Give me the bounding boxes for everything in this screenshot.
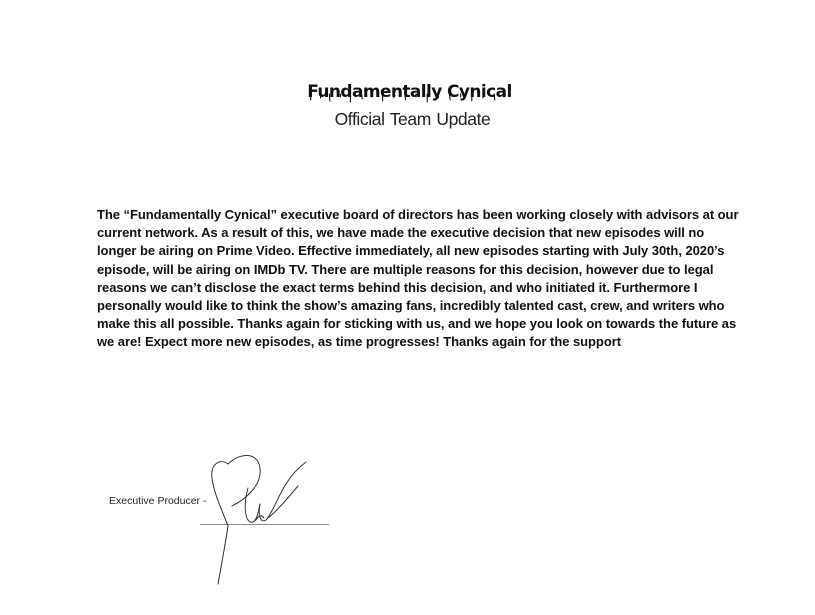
document-subtitle: Official Team Update <box>334 109 491 129</box>
logo-drip-decoration <box>307 94 511 104</box>
document-header <box>0 80 815 130</box>
brand-logo <box>307 80 511 104</box>
signature-block <box>0 440 815 590</box>
handwritten-signature <box>198 444 313 589</box>
announcement-paragraph: The “Fundamentally Cynical” executive board of directors has been working closely with advisors at our current network. As a result of this, we have made the executive decision that new episodes will no longer be airing on Prime Video. Effective immediately, all new episodes starting with July 30th, 2020’s episode, will be airing on IMDb TV. There are multiple reasons for this decision, however due to legal reasons we can’t disclose the exact terms behind this decision, and who initiated it. Furthermore I personally would like to think the show’s amazing fans, incredibly talented cast, crew, and writers who make this all possible. Thanks again for sticking with us, and we hope you look on towards the future as we are! Expect more new episodes, as time progresses! Thanks again for the support <box>97 207 739 350</box>
brand-logo-text: Fundamentally Cynical <box>307 82 512 102</box>
signature-label: Executive Producer - <box>109 495 207 507</box>
